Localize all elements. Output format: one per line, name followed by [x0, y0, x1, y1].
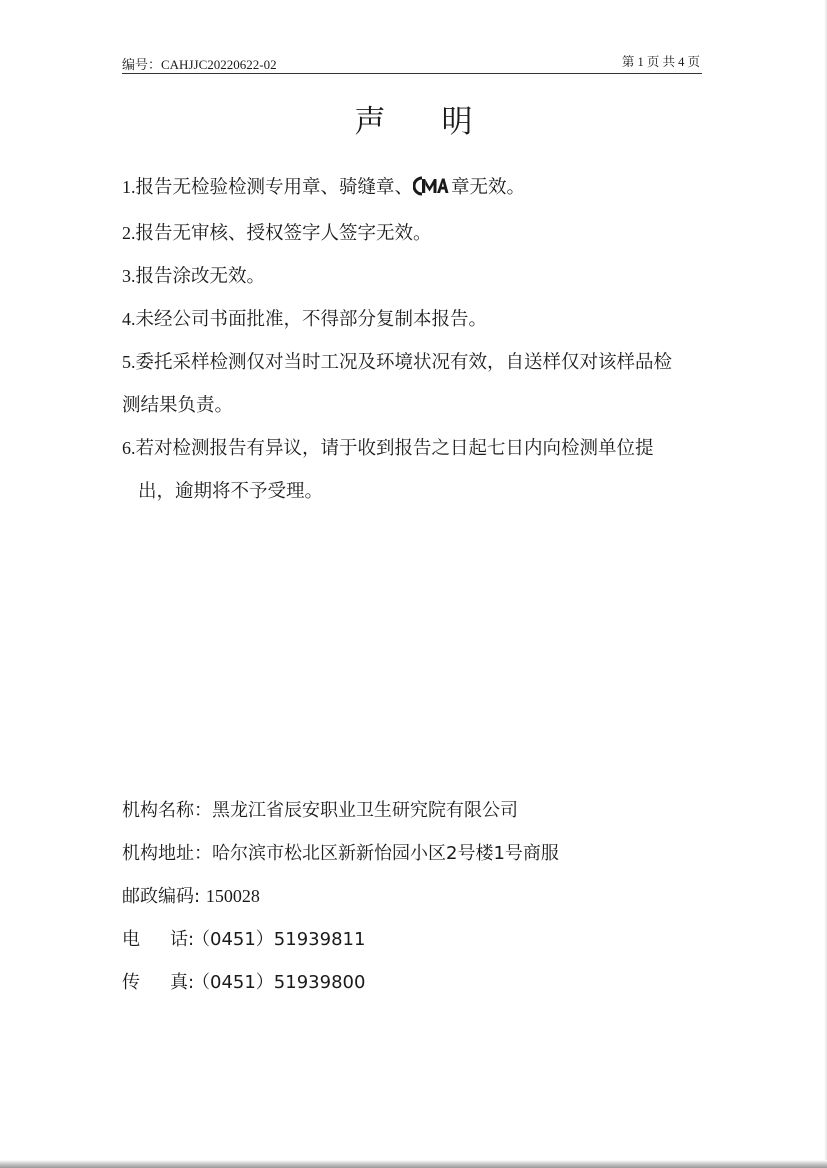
statement-number: 4. [122, 309, 136, 329]
org-name-row [122, 789, 682, 832]
statement-text: 未经公司书面批准，不得部分复制本报告。 [135, 309, 488, 330]
postcode-value: 150028 [205, 886, 260, 906]
statement-item [122, 341, 704, 427]
statement-text: 章无效。 [451, 177, 526, 198]
phone-row [122, 918, 682, 961]
phone-value: （0451）51939811 [192, 929, 366, 950]
phone-label-char: 电 [122, 929, 140, 950]
statement-text-continued: 出，逾期将不予受理。 [138, 481, 324, 502]
statement-number: 2. [122, 223, 136, 243]
statement-item [122, 166, 704, 212]
statement-text: 报告无审核、授权签字人签字无效。 [135, 223, 432, 244]
statement-text: 报告无检验检测专用章、骑缝章、 [135, 177, 414, 198]
statement-number: 6. [122, 438, 136, 458]
statement-number: 3. [122, 266, 136, 286]
postcode-label: 邮政编码: [122, 886, 201, 907]
phone-label-char: 话: [170, 929, 195, 950]
header-divider [122, 73, 702, 74]
statement-text: 委托采样检测仅对当时工况及环境状况有效，自送样仅对该样品检 [135, 352, 673, 373]
page-indicator: 第 1 页 共 4 页 [621, 55, 700, 69]
org-name-value: 黑龙江省辰安职业卫生研究院有限公司 [212, 800, 518, 821]
fax-row [122, 961, 682, 1004]
page-header [122, 52, 702, 72]
org-address-row [122, 832, 682, 875]
org-address-value: 哈尔滨市松北区新新怡园小区2号楼1号商服 [212, 843, 559, 864]
statement-number: 5. [122, 352, 136, 372]
document-number: 编号：CAHJJC20220622-02 [122, 57, 277, 72]
statement-text-continued: 测结果负责。 [122, 395, 234, 416]
statement-number: 1. [122, 177, 136, 197]
statement-item [122, 298, 704, 341]
fax-value: （0451）51939800 [192, 972, 366, 993]
statement-text: 若对检测报告有异议，请于收到报告之日起七日内向检测单位提 [135, 438, 654, 459]
cma-logo-icon [413, 169, 449, 212]
organization-info [122, 789, 682, 1004]
fax-label-char: 真: [170, 972, 195, 993]
org-address-label: 机构地址： [122, 843, 212, 864]
page-bottom-edge [0, 1160, 827, 1168]
statement-text: 报告涂改无效。 [135, 266, 266, 287]
fax-label-char: 传 [122, 972, 140, 993]
page-title: 声明 [354, 104, 529, 140]
statement-item [122, 255, 704, 298]
statement-item [122, 427, 704, 513]
org-name-label: 机构名称： [122, 800, 212, 821]
statement-item [122, 212, 704, 255]
fax-label [122, 961, 195, 1004]
postcode-row [122, 875, 682, 918]
statement-list [122, 166, 704, 513]
phone-label [122, 918, 195, 961]
